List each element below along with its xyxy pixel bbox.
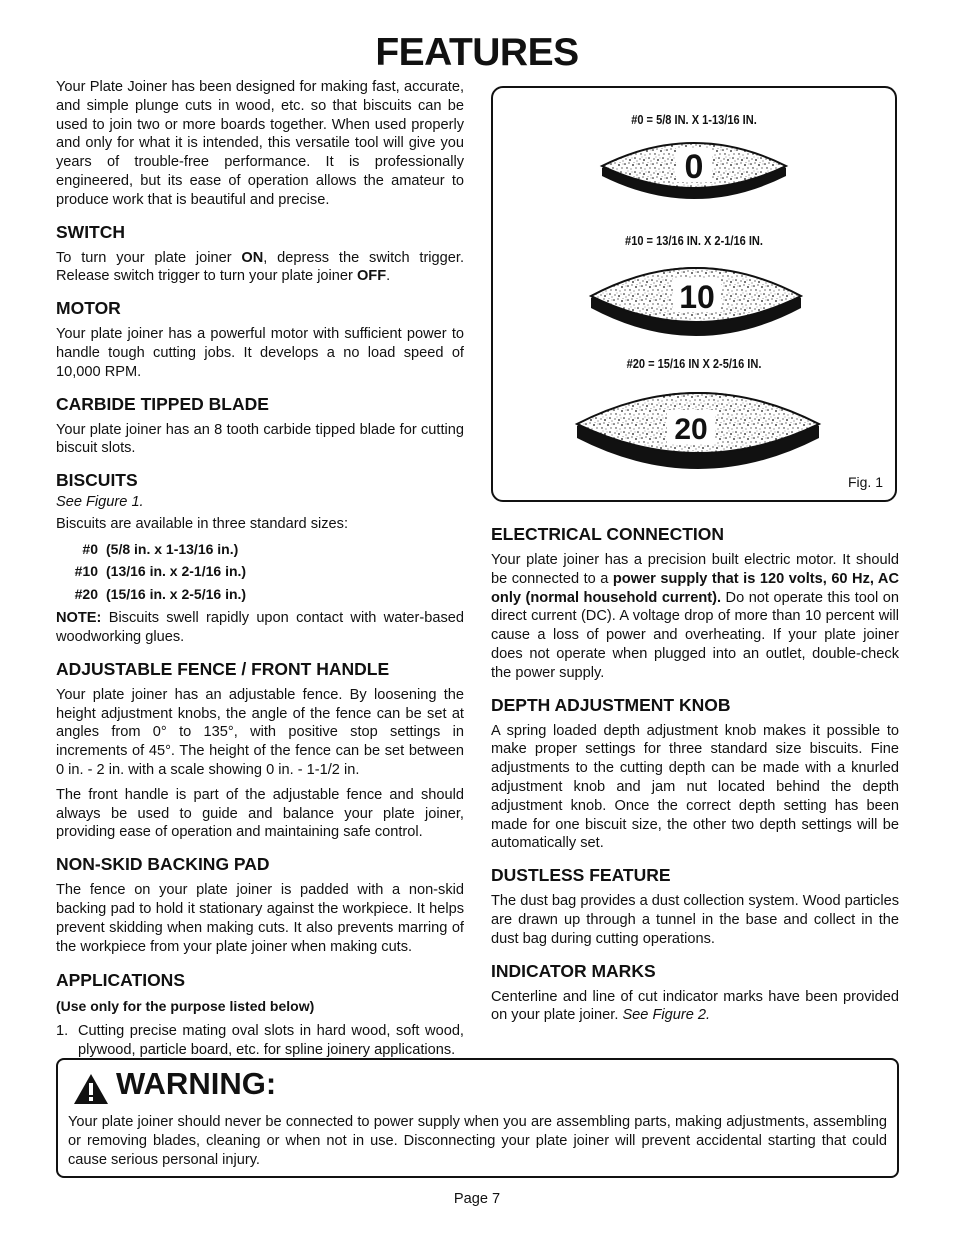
switch-heading: SWITCH bbox=[56, 221, 126, 242]
biscuit-20-caption: #20 = 15/16 IN X 2-5/16 IN. bbox=[626, 356, 762, 371]
dust-heading: DUSTLESS FEATURE bbox=[491, 865, 671, 886]
dust-paragraph: The dust bag provides a dust collection system. Wood particles are drawn up through a tunnel in the base and collect in the dust bag during cutting operations. bbox=[491, 893, 899, 947]
biscuit-0-image bbox=[596, 134, 792, 208]
figure-label: Fig. 1 bbox=[847, 474, 883, 490]
biscuit-20-image bbox=[571, 380, 825, 482]
left-column bbox=[56, 78, 464, 1060]
biscuit-size-row: #10 (13/16 in. x 2-1/16 in.) bbox=[74, 563, 247, 580]
list-item: 1. Cutting precise mating oval slots in hard wood, soft wood, plywood, particle board, etc. for spline joinery applications. bbox=[56, 1023, 464, 1058]
biscuit-20-label: 20 bbox=[674, 413, 708, 446]
intro-paragraph: Your Plate Joiner has been designed for making fast, accurate, and simple plunge cuts in wood, etc. so that biscuits can be used to join two or more boards together. When used properly and only for what it is intended, this versatile tool will give you years of trouble-free performance. It is professionally engineered, but its ease of operation allows the amateur to produce work that is beautiful and precise. bbox=[56, 79, 464, 208]
biscuit-10-image bbox=[585, 256, 807, 348]
biscuit-size-row: #20 (15/16 in. x 2-5/16 in.) bbox=[74, 585, 247, 602]
biscuit-0-caption: #0 = 5/8 IN. X 1-13/16 IN. bbox=[631, 112, 757, 127]
indicator-paragraph: Centerline and line of cut indicator marks have been provided on your plate joiner. See Figure 2. bbox=[491, 988, 899, 1024]
figure-1 bbox=[491, 86, 897, 502]
biscuit-size-list bbox=[56, 538, 464, 606]
electrical-heading: ELECTRICAL CONNECTION bbox=[491, 524, 725, 544]
warning-triangle-icon bbox=[72, 1072, 110, 1106]
blade-heading: CARBIDE TIPPED BLADE bbox=[56, 393, 269, 414]
biscuits-note: NOTE: Biscuits swell rapidly upon contact with water-based woodworking glues. bbox=[56, 610, 464, 646]
fence-heading: ADJUSTABLE FENCE / FRONT HANDLE bbox=[56, 658, 390, 679]
blade-paragraph: Your plate joiner has an 8 tooth carbide tipped blade for cutting biscuit slots. bbox=[56, 421, 464, 457]
motor-paragraph: Your plate joiner has a powerful motor with sufficient power to handle tough cutting jobs. It develops a no load speed of 10,000 RPM. bbox=[56, 326, 464, 380]
electrical-paragraph: Your plate joiner has a precision built electric motor. It should be connected to a power supply that is 120 volts, 60 Hz, AC only (normal household current). Do not operate this tool on direct current (DC). A voltage drop of more than 10 percent will cause a loss of power and overheating. If your plate joiner does not operate when plugged into an outlet, double-check the power supply. bbox=[491, 552, 899, 681]
biscuit-10-label: 10 bbox=[679, 279, 715, 315]
biscuit-10-caption: #10 = 13/16 IN. X 2-1/16 IN. bbox=[625, 233, 763, 248]
pad-heading: NON-SKID BACKING PAD bbox=[56, 854, 270, 875]
applications-heading: APPLICATIONS bbox=[56, 970, 185, 991]
warning-box bbox=[56, 1058, 899, 1178]
biscuit-size-row: #0 (5/8 in. x 1-13/16 in.) bbox=[82, 540, 239, 557]
indicator-heading: INDICATOR MARKS bbox=[491, 960, 656, 981]
biscuits-intro: Biscuits are available in three standard sizes: bbox=[56, 515, 349, 532]
depth-paragraph: A spring loaded depth adjustment knob makes it possible to make proper settings for three standard size biscuits. Fine adjustments to the cutting depth can be made with a knurled adjustment knob and jam nut located behind the depth adjustment knob. Once the correct depth setting has been made for one biscuit size, the other two depth settings will be automatically set. bbox=[491, 722, 899, 852]
pad-paragraph: The fence on your plate joiner is padded with a non-skid backing pad to hold it stationary against the workpiece. It helps prevent skidding when making cuts. It also prevents marring of the workpiece from your plate joiner when making cuts. bbox=[56, 882, 464, 955]
warning-text: Your plate joiner should never be connected to power supply when you are assembling parts, making adjustments, assembling or removing blades, cleaning or when not in use. Disconnecting your plate joiner will prevent accidental starting that could cause serious personal injury. bbox=[68, 1114, 887, 1168]
motor-heading: MOTOR bbox=[56, 298, 121, 319]
switch-paragraph: To turn your plate joiner ON, depress the switch trigger. Release switch trigger to turn your plate joiner OFF. bbox=[56, 249, 465, 285]
biscuit-0-label: 0 bbox=[684, 148, 704, 186]
biscuits-heading: BISCUITS bbox=[56, 470, 138, 491]
depth-heading: DEPTH ADJUSTMENT KNOB bbox=[491, 694, 731, 715]
page-title: FEATURES bbox=[375, 31, 579, 74]
applications-subheading: (Use only for the purpose listed below) bbox=[56, 998, 315, 1015]
fence-paragraph-1: Your plate joiner has an adjustable fence. By loosening the height adjustment knobs, the angle of the fence can be set at angles from 0° to 135°, with positive stop settings in increments of 45°. The height of the fence can be set between 0 in. - 2 in. with a scale showing 0 in. - 1-1/2 in. bbox=[56, 686, 464, 779]
right-column bbox=[491, 520, 899, 1031]
warning-title: WARNING: bbox=[116, 1066, 277, 1101]
page-number: Page 7 bbox=[453, 1191, 501, 1207]
fence-paragraph-2: The front handle is part of the adjustable fence and should always be used to guide and balance your plate joiner, providing ease of operation and maintaining safe control. bbox=[56, 786, 464, 841]
see-figure-1: See Figure 1. bbox=[56, 494, 144, 511]
